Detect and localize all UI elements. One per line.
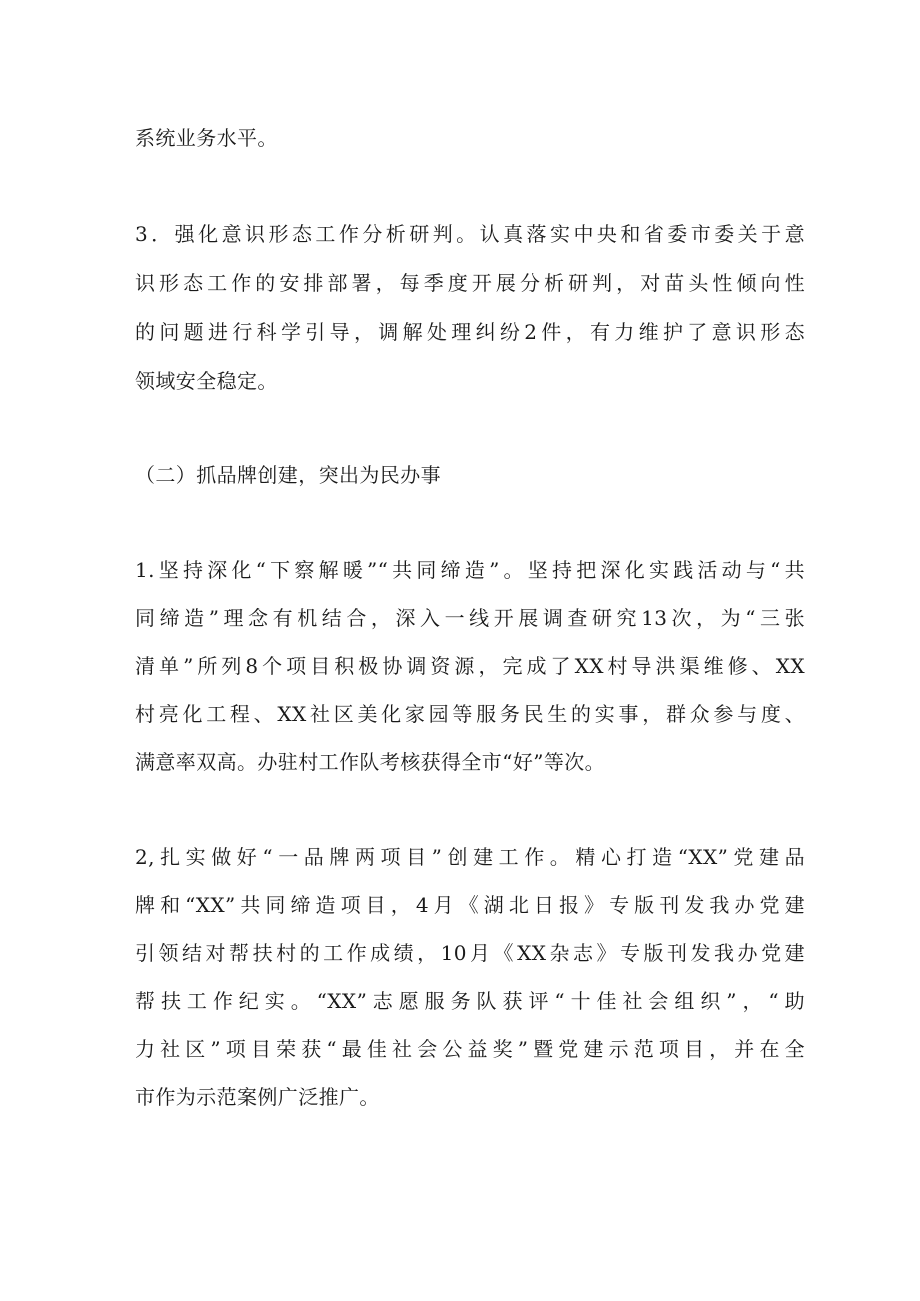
paragraph-line: 识形态工作的安排部署，每季度开展分析研判，对苗头性倾向性 <box>135 271 805 295</box>
paragraph-line: 2,扎实做好“一品牌两项目”创建工作。精心打造“XX”党建品 <box>135 845 805 869</box>
paragraph-line: 1.坚持深化“下察解暖”“共同缔造”。坚持把深化实践活动与“共 <box>135 558 805 582</box>
paragraph-line: 领域安全稳定。 <box>135 369 278 393</box>
paragraph-line: 帮扶工作纪实。“XX”志愿服务队获评“十佳社会组织”，“助 <box>135 989 805 1013</box>
paragraph-line: 系统业务水平。 <box>135 126 278 150</box>
paragraph-line: 3．强化意识形态工作分析研判。认真落实中央和省委市委关于意 <box>135 222 805 246</box>
paragraph-line: 满意率双高。办驻村工作队考核获得全市“好”等次。 <box>135 750 606 774</box>
paragraph-line: 清单”所列8个项目积极协调资源，完成了XX村导洪渠维修、XX <box>135 654 805 678</box>
paragraph-line: 同缔造”理念有机结合，深入一线开展调查研究13次，为“三张 <box>135 606 805 630</box>
paragraph-line: 引领结对帮扶村的工作成绩，10月《XX杂志》专版刊发我办党建 <box>135 941 805 965</box>
paragraph-line: 市作为示范案例广泛推广。 <box>135 1085 380 1109</box>
paragraph-line: 力社区”项目荣获“最佳社会公益奖”暨党建示范项目，并在全 <box>135 1037 805 1061</box>
paragraph-line: 牌和“XX”共同缔造项目，4月《湖北日报》专版刊发我办党建 <box>135 893 805 917</box>
section-heading: （二）抓品牌创建，突出为民办事 <box>135 463 441 487</box>
paragraph-line: 的问题进行科学引导，调解处理纠纷2件，有力维护了意识形态 <box>135 320 805 344</box>
paragraph-line: 村亮化工程、XX社区美化家园等服务民生的实事，群众参与度、 <box>135 702 805 726</box>
